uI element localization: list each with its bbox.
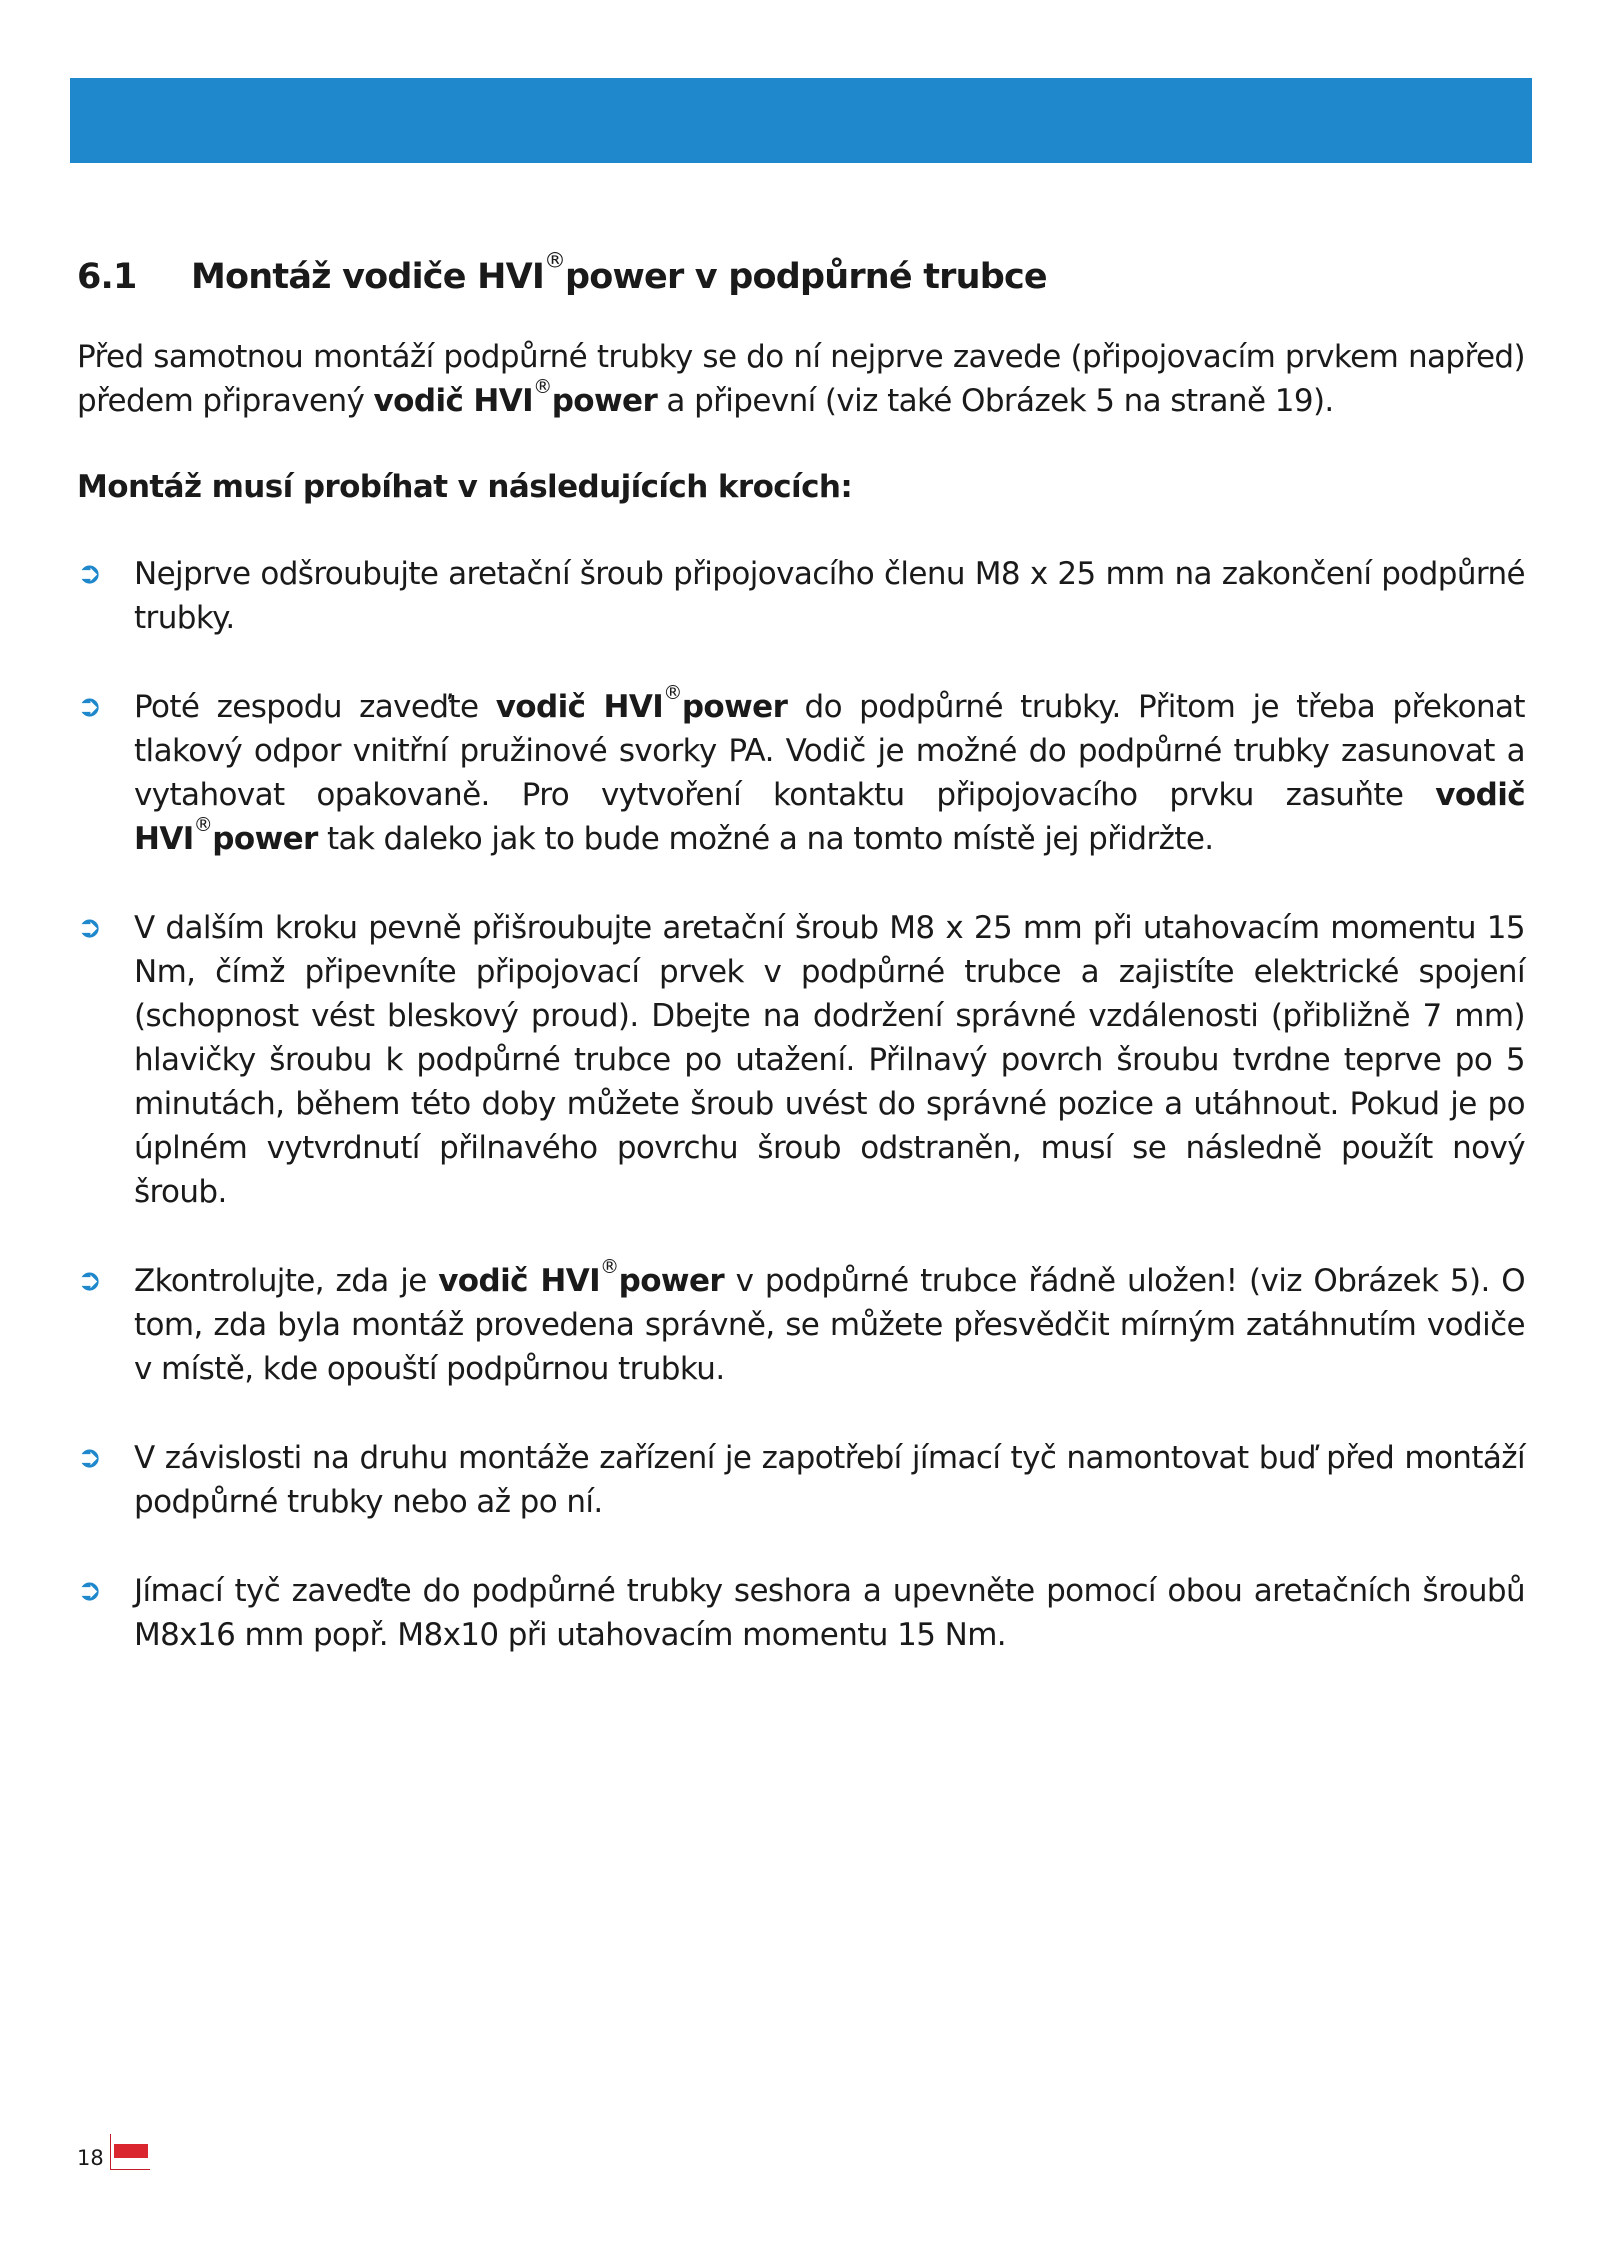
product-name-pre: vodič HVI (134, 777, 1525, 857)
page-footer (77, 2130, 150, 2170)
arrow-bullet-icon: ➲ (77, 689, 103, 724)
product-name-pre: vodič HVI (495, 689, 664, 725)
arrow-bullet-icon: ➲ (77, 1440, 103, 1475)
intro-paragraph (77, 335, 1525, 423)
text-run: v podpůrné trubce řádně uložen! (viz Obrázek 5). O tom, zda byla montáž provedena správně, se můžete přesvědčit mírným zatáhnutím vodiče v místě, kde opouští podpůrnou trubku. (134, 1263, 1526, 1387)
product-name (438, 1254, 725, 1299)
product-name (495, 680, 788, 725)
product-name-pre: vodič HVI (438, 1263, 601, 1299)
section-number: 6.1 (77, 257, 137, 297)
product-name-post: power (551, 383, 658, 419)
intro-text-pre: Před samotnou montáží podpůrné trubky se do ní nejprve zavede (připojovacím prvkem napřed) předem připravený (77, 339, 1525, 419)
page-number: 18 (77, 2146, 104, 2170)
header-bar (70, 78, 1532, 163)
text-run: do podpůrné trubky. Přitom je třeba překonat tlakový odpor vnitřní pružinové svorky PA. Vodič je možné do podpůrné trubky zasunovat a vytahovat opakovaně. Pro vytvoření kontaktu připojovacího prvku zasuňte (134, 689, 1525, 813)
list-item (77, 1569, 1525, 1657)
registered-mark: ® (600, 1254, 619, 1278)
section-title-pre: Montáž vodiče HVI (191, 257, 545, 297)
registered-mark: ® (663, 680, 682, 704)
dehn-flag-logo-icon (110, 2130, 150, 2170)
list-item-text: Jímací tyč zaveďte do podpůrné trubky seshora a upevněte pomocí obou aretačních šroubů M8x16 mm popř. M8x10 při utahovacím momentu 15 Nm. (134, 1573, 1525, 1653)
text-run: tak daleko jak to bude možné a na tomto místě jej přidržte. (317, 821, 1214, 857)
registered-mark: ® (193, 812, 213, 836)
arrow-bullet-icon: ➲ (77, 556, 103, 591)
product-name-post: power (212, 821, 318, 857)
list-item (77, 1436, 1525, 1524)
list-item-text (134, 680, 1525, 861)
product-name-post: power (618, 1263, 725, 1299)
list-item (77, 906, 1525, 1214)
list-item-text: V závislosti na druhu montáže zařízení je zapotřebí jímací tyč namontovat buď před montáží podpůrné trubky nebo až po ní. (134, 1440, 1525, 1520)
section-title-post: power v podpůrné trubce (564, 257, 1047, 297)
list-item-text: V dalším kroku pevně přišroubujte aretační šroub M8 x 25 mm při utahovacím momentu 15 Nm, čímž připevníte připojovací prvek v podpůrné trubce a zajistíte elektrické spojení (schopnost vést bleskový proud). Dbejte na dodržení správné vzdálenosti (přibližně 7 mm) hlavičky šroubu k podpůrné trubce po utažení. Přilnavý povrch šroubu tvrdne teprve po 5 minutách, během této doby můžete šroub uvést do správné pozice a utáhnout. Pokud je po úplném vytvrdnutí přilnavého povrchu šroub odstraněn, musí se následně použít nový šroub. (134, 910, 1525, 1210)
steps-list (77, 552, 1525, 1657)
steps-heading: Montáž musí probíhat v následujících krocích: (77, 469, 853, 505)
registered-mark: ® (533, 374, 552, 398)
section-heading (77, 250, 1525, 304)
page-content (77, 250, 1525, 1702)
list-item (77, 1254, 1526, 1391)
text-run: Poté zespodu zaveďte (134, 689, 496, 725)
list-item (77, 680, 1525, 861)
product-name-pre: vodič HVI (373, 383, 534, 419)
text-run: Zkontrolujte, zda je (134, 1263, 439, 1299)
list-item (77, 552, 1525, 640)
arrow-bullet-icon: ➲ (77, 1263, 103, 1298)
arrow-bullet-icon: ➲ (77, 1573, 103, 1608)
intro-text-post: a připevní (viz také Obrázek 5 na straně 19). (657, 383, 1334, 419)
registered-mark: ® (544, 248, 565, 274)
intro-product-name (373, 374, 658, 419)
list-item-text: Nejprve odšroubujte aretační šroub připojovacího členu M8 x 25 mm na zakončení podpůrné trubky. (134, 556, 1525, 636)
arrow-bullet-icon: ➲ (77, 910, 103, 945)
product-name-post: power (681, 689, 788, 725)
list-item-text (134, 1254, 1526, 1391)
